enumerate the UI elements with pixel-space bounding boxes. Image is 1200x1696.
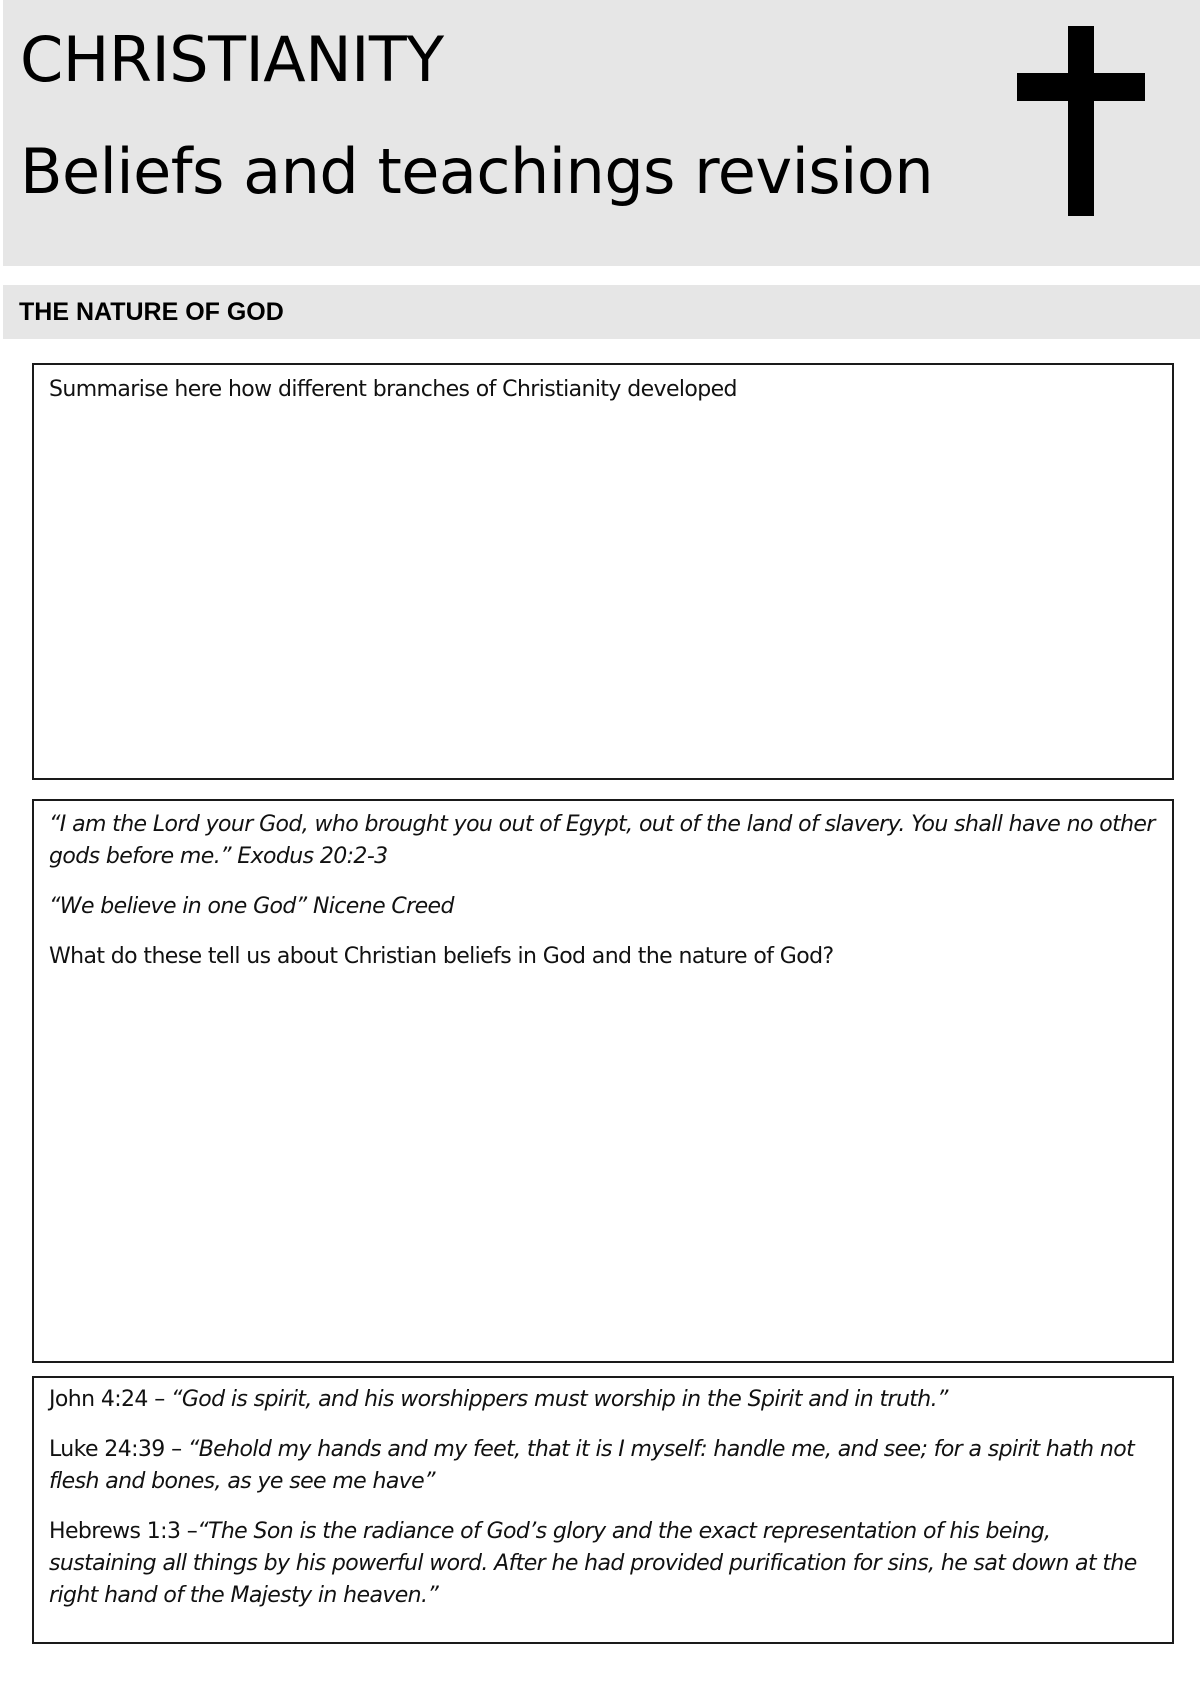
verse-luke [34,1434,1172,1498]
verse-john-text: “God is spirit, and his worshippers must worship in the Spirit and in truth.” [171,1387,948,1412]
exodus-quote-ref: Exodus 20:2-3 [230,844,388,869]
scripture-box [32,1376,1174,1644]
verse-luke-ref: Luke 24:39 – [49,1437,188,1462]
answer-box-branches[interactable] [32,363,1174,780]
document-title: CHRISTIANITY [20,23,444,96]
verse-hebrews [34,1516,1172,1612]
header-banner [3,0,1200,266]
section-header [3,285,1200,339]
answer-box-nature-of-god[interactable] [32,799,1174,1363]
nicene-quote [34,891,1172,923]
verse-hebrews-text: “The Son is the radiance of God’s glory and the exact representation of his being, sustaining all things by his powerful word. After he had provided purification for sins, he sat down at the right hand of the Majesty in heaven.” [49,1519,1137,1608]
document-subtitle: Beliefs and teachings revision [20,135,934,208]
verse-luke-text: “Behold my hands and my feet, that it is I myself: handle me, and see; for a spirit hath not flesh and bones, as ye see me have” [49,1437,1135,1494]
nature-of-god-question: What do these tell us about Christian beliefs in God and the nature of God? [49,944,834,969]
nicene-quote-text: “We believe in one God” [49,894,307,919]
verse-hebrews-ref: Hebrews 1:3 – [49,1519,198,1544]
nicene-quote-ref: Nicene Creed [306,894,454,919]
verse-john [34,1378,1172,1416]
exodus-quote [34,801,1172,873]
branches-prompt: Summarise here how different branches of Christianity developed [49,377,737,402]
section-title: THE NATURE OF GOD [19,298,284,326]
verse-john-ref: John 4:24 – [49,1387,172,1412]
cross-icon [1017,26,1145,216]
exodus-quote-text: “I am the Lord your God, who brought you out of Egypt, out of the land of slavery. You shall have no other gods before me.” [49,812,1155,869]
